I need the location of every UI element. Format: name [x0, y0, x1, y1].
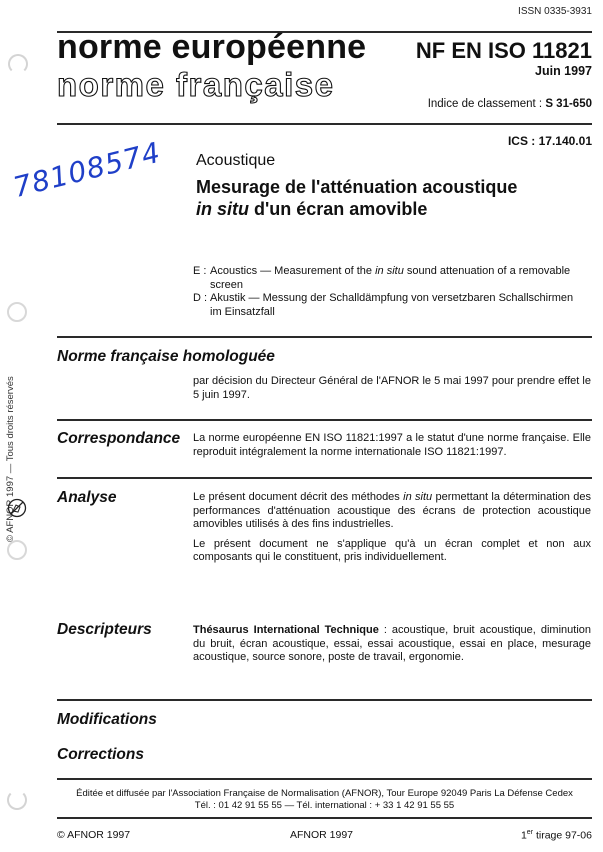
indice-value: S 31-650 — [545, 98, 592, 110]
section-heading-modifications: Modifications — [57, 711, 157, 728]
translation-english — [193, 265, 583, 292]
edition-text: tirage 97-06 — [533, 829, 592, 842]
section-heading-correspondance: Correspondance — [57, 430, 181, 447]
text: Le présent document décrit des méthodes — [193, 491, 404, 503]
handwritten-number: 78108574 — [10, 135, 165, 205]
section-text-correspondance: La norme européenne EN ISO 11821:1997 a le statut d'une norme française. Elle reproduit intégralement la norme internationale ISO 11821:1997. — [193, 432, 591, 458]
analyse-paragraph — [193, 491, 591, 532]
punch-hole-icon — [7, 302, 27, 322]
punch-hole-icon — [7, 540, 27, 560]
section-heading-homologuee: Norme française homologuée — [57, 348, 275, 365]
title-norme-francaise: norme française — [57, 66, 335, 103]
divider — [57, 477, 592, 479]
keywords: : acoustique, bruit acoustique, diminution du bruit, écran acoustique, essai, essai acoustique, essai en place, mesurage acoustique, source sonore, poste de travail, ergonomie. — [193, 624, 591, 663]
translation-german — [193, 292, 583, 319]
footer-center: AFNOR 1997 — [290, 829, 354, 841]
divider — [57, 817, 592, 819]
footer-edition — [521, 829, 592, 842]
section-text-homologuee: par décision du Directeur Général de l'AFNOR le 5 mai 1997 pour prendre effet le 5 juin 1997. — [193, 375, 591, 401]
translation-italic: in situ — [375, 265, 404, 277]
footer-copyright: © AFNOR 1997 — [57, 829, 131, 841]
text: permettant la détermination des performances d'atténuation acoustique des écrans de protection acoustique amovibles utilisés à des fins industrielles. — [193, 491, 591, 530]
title-norme-europeenne: norme européenne — [57, 28, 367, 66]
punch-hole-icon — [7, 790, 27, 810]
translations — [193, 265, 583, 319]
document-domain: Acoustique — [196, 152, 276, 169]
translation-prefix: D : — [193, 292, 208, 304]
issn: ISSN 0335-3931 — [518, 6, 592, 17]
title-line-1: Mesurage de l'atténuation acoustique — [196, 177, 518, 197]
ics-code: ICS : 17.140.01 — [507, 134, 592, 148]
divider — [57, 699, 592, 701]
section-heading-corrections: Corrections — [57, 746, 144, 763]
publisher-phone: Tél. : 01 42 91 55 55 — Tél. international : + 33 1 42 91 55 55 — [194, 800, 455, 811]
punch-hole-icon — [8, 54, 28, 74]
title-italic: in situ — [196, 199, 249, 219]
edition-number: 1 — [520, 829, 527, 842]
divider — [57, 419, 592, 421]
title-rest: d'un écran amovible — [249, 199, 428, 219]
publication-date: Juin 1997 — [535, 64, 592, 78]
standard-reference: NF EN ISO 11821 — [415, 38, 592, 63]
document-title — [196, 176, 517, 220]
divider — [57, 336, 592, 338]
section-text-descripteurs — [193, 624, 591, 665]
indice-label: Indice de classement : — [427, 98, 546, 110]
divider — [57, 123, 592, 125]
translation-text: sound attenuation of a removable screen — [210, 265, 571, 291]
publisher-info — [57, 788, 592, 812]
section-heading-analyse: Analyse — [57, 489, 117, 506]
translation-text: Acoustics — Measurement of the — [210, 265, 376, 277]
edition-sup: er — [526, 829, 534, 836]
thesaurus-label: Thésaurus International Technique — [193, 624, 379, 636]
publisher-line: Éditée et diffusée par l'Association Française de Normalisation (AFNOR), Tour Europe 92049 Paris La Défense Cedex — [76, 788, 573, 799]
divider — [57, 778, 592, 780]
title-line-2 — [196, 198, 517, 220]
translation-prefix: E : — [193, 265, 207, 277]
section-text-analyse — [193, 491, 591, 571]
italic-text: in situ — [403, 491, 433, 503]
section-heading-descripteurs: Descripteurs — [57, 621, 152, 638]
no-photocopy-icon — [7, 498, 27, 518]
copyright-vertical: © AFNOR 1997 — Tous droits réservés — [5, 376, 16, 542]
translation-text: Akustik — Messung der Schalldämpfung von versetzbaren Schallschirmen im Einsatzfall — [210, 292, 574, 318]
analyse-paragraph: Le présent document ne s'applique qu'à un écran complet et non aux composants qui le constituent, pris individuellement. — [193, 537, 591, 563]
indice-classement — [428, 98, 592, 110]
